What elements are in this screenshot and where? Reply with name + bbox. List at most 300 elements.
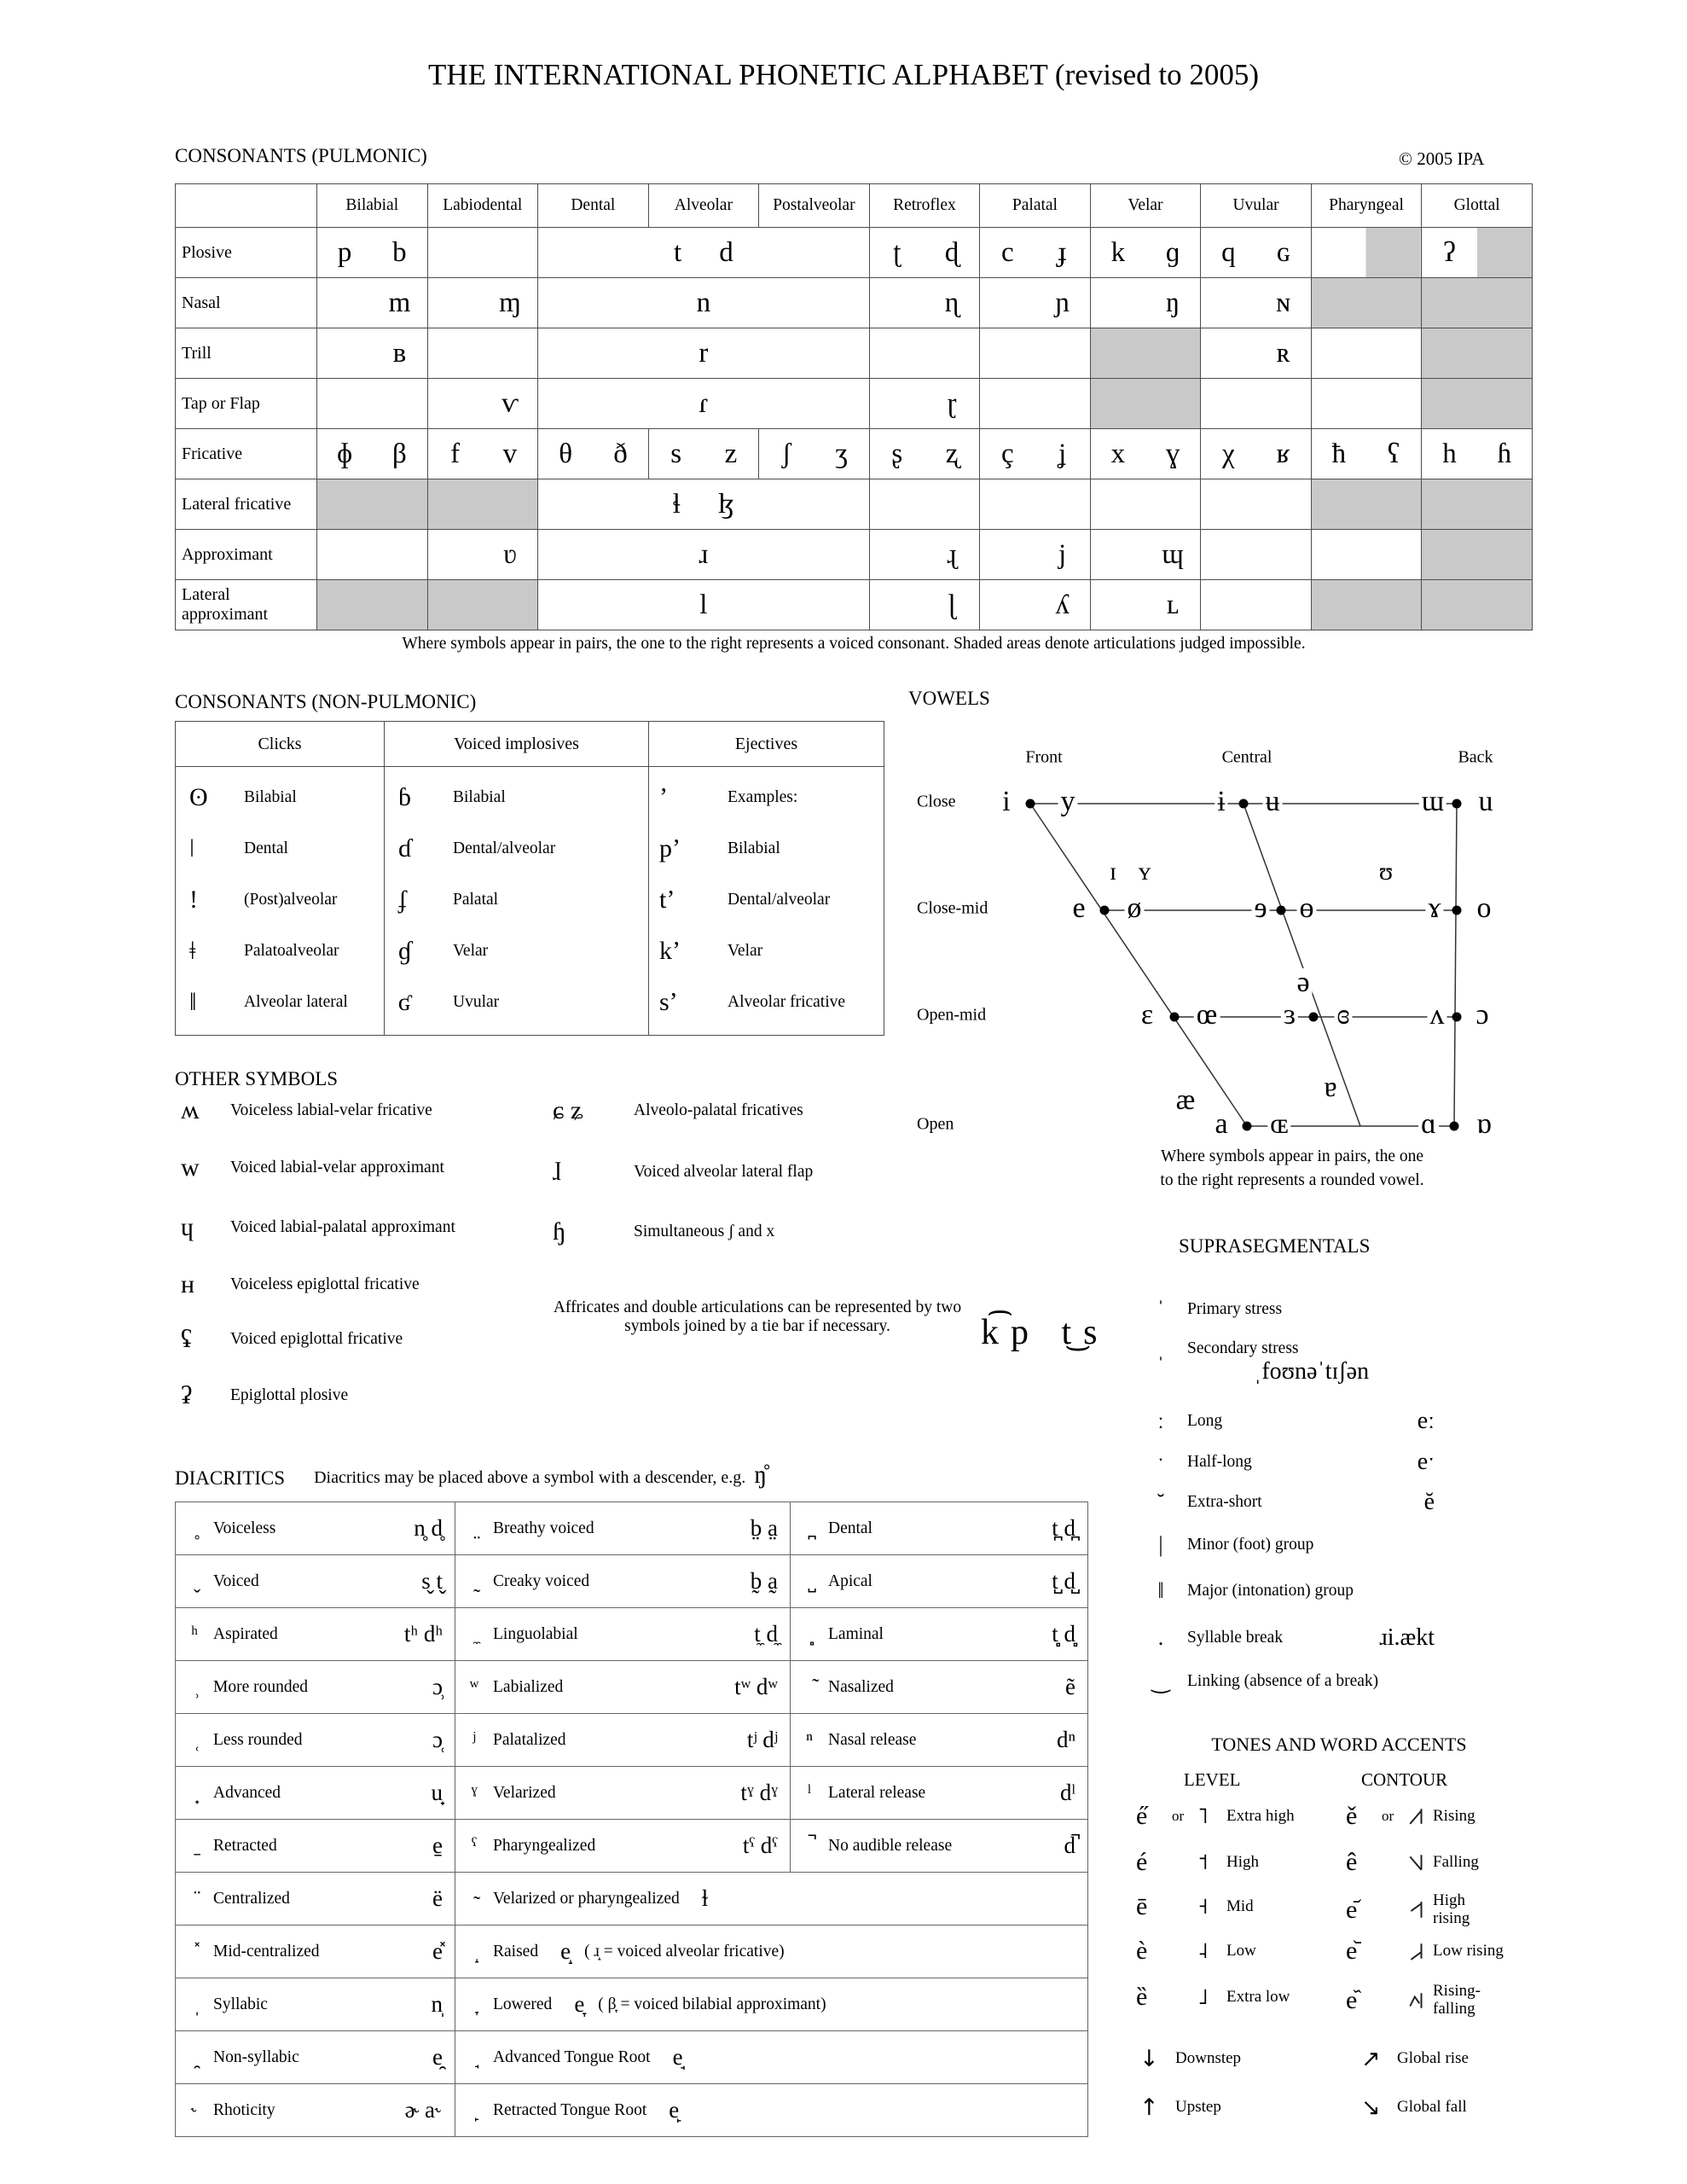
pulmonic-cell <box>1090 580 1201 630</box>
ipa-symbol: ɳ <box>944 287 959 318</box>
nonpulmonic-item <box>176 977 384 1028</box>
nonpulmonic-item <box>385 823 648 874</box>
place-header: Uvular <box>1201 184 1312 228</box>
ipa-symbol <box>1091 580 1145 630</box>
ipa-symbol: ɸ <box>337 438 353 469</box>
ipa-symbol <box>1422 328 1476 378</box>
ipa-symbol: ɬ <box>672 488 681 520</box>
vowel-symbol: y <box>1058 787 1078 816</box>
other-symbol-item <box>181 1096 432 1125</box>
pulmonic-cell <box>1311 580 1422 630</box>
example-text: e᷈ <box>1346 1985 1358 2014</box>
ipa-symbol: j <box>1058 538 1067 570</box>
pulmonic-cell <box>317 228 428 278</box>
item-label: Global rise <box>1397 2049 1469 2068</box>
item-label: More rounded <box>213 1677 309 1696</box>
ipa-symbol: ʡ <box>181 1381 193 1409</box>
tone-level-item <box>1136 1848 1298 1877</box>
diacritic-cell <box>455 2084 1088 2137</box>
ipa-symbol <box>1477 228 1532 277</box>
example-text: ê <box>1346 1848 1358 1876</box>
vowel-pair-dot <box>1239 799 1249 809</box>
ipa-symbol: ˈ <box>1157 1297 1165 1321</box>
ipa-symbol: ǀ <box>189 834 195 863</box>
vowel-symbol: ɔ <box>1473 1001 1491 1030</box>
pulmonic-cell <box>759 429 870 479</box>
ipa-symbol: ʎ <box>1055 589 1070 620</box>
nonpulmonic-heading: CONSONANTS (NON-PULMONIC) <box>175 691 477 712</box>
diacritic-cell <box>455 1502 791 1555</box>
ipa-symbol: ɭ <box>948 589 956 620</box>
ipa-symbol: k <box>1110 236 1126 268</box>
item-label: Low <box>1226 1941 1256 1960</box>
example-text: tˠ dˠ <box>740 1780 778 1805</box>
vowel-symbol: a <box>1212 1110 1230 1139</box>
item-label: Linguolabial <box>493 1624 578 1643</box>
item-label: Global fall <box>1397 2098 1467 2117</box>
tone-level-item <box>1136 1937 1298 1966</box>
diacritic-symbol: ̼ <box>471 1622 478 1646</box>
ipa-symbol <box>372 479 426 529</box>
ipa-symbol <box>428 379 483 428</box>
example-text: s̬ t̬ <box>421 1568 443 1594</box>
pulmonic-cell <box>317 379 428 429</box>
ipa-symbol: ɠ <box>398 937 411 965</box>
diacritic-symbol: ̽ <box>191 1939 198 1963</box>
place-header: Pharyngeal <box>1311 184 1422 228</box>
pulmonic-cell <box>538 580 870 630</box>
manner-label: Lateral fricative <box>176 479 317 530</box>
tone-bar-icon: ˧ <box>1197 1894 1209 1920</box>
ipa-symbol: c <box>1000 236 1014 268</box>
ipa-symbol: sʼ <box>659 988 678 1016</box>
nonpulmonic-item <box>176 874 384 926</box>
ipa-symbol: ʝ <box>1058 438 1067 469</box>
ipa-symbol <box>483 580 537 630</box>
vowels-heading: VOWELS <box>908 688 990 709</box>
ipa-symbol: ɲ <box>1055 287 1070 318</box>
manner-label: Trill <box>176 328 317 379</box>
ipa-symbol <box>317 479 372 529</box>
nonpulmonic-item <box>649 874 884 926</box>
item-label: Mid <box>1226 1896 1254 1915</box>
ipa-symbol <box>1477 278 1532 328</box>
manner-label: Approximant <box>176 530 317 580</box>
ipa-symbol <box>1422 379 1476 428</box>
example-text: e̋ <box>1136 1802 1148 1830</box>
ipa-symbol: χ <box>1222 438 1235 469</box>
vowel-symbol: u <box>1476 787 1496 816</box>
pulmonic-cell <box>980 228 1091 278</box>
item-label: Extra high <box>1226 1806 1295 1825</box>
example-text: ȅ <box>1136 1983 1148 2011</box>
pulmonic-cell <box>1422 530 1533 580</box>
diacritic-cell <box>791 1820 1088 1873</box>
stress-example: ˌfoʊnəˈtɪʃən <box>1254 1358 1370 1385</box>
ipa-symbol <box>1145 328 1200 378</box>
example-text: dˡ <box>1060 1780 1075 1805</box>
pulmonic-cell <box>1311 479 1422 530</box>
ipa-symbol: ɺ <box>553 1158 561 1186</box>
example-text: dⁿ <box>1056 1727 1075 1752</box>
ipa-symbol <box>1312 479 1366 529</box>
pulmonic-cell <box>869 479 980 530</box>
item-label: Bilabial <box>244 788 297 806</box>
place-header: Retroflex <box>869 184 980 228</box>
ipa-symbol: ɗ <box>398 834 411 863</box>
pulmonic-cell <box>1201 580 1312 630</box>
diacritic-symbol: ˞ <box>190 2098 199 2122</box>
ipa-symbol: ʀ <box>1276 337 1290 369</box>
other-symbol-item <box>553 1158 813 1187</box>
pulmonic-cell <box>427 278 538 328</box>
pulmonic-cell <box>1422 328 1533 379</box>
nonpulmonic-item <box>649 772 884 823</box>
ipa-symbol: β <box>392 438 407 469</box>
ipa-symbol: d <box>719 236 733 268</box>
ipa-symbol <box>870 278 925 328</box>
item-label: Rhoticity <box>213 2100 275 2119</box>
pulmonic-cell <box>869 228 980 278</box>
pulmonic-corner-cell <box>176 184 317 228</box>
pulmonic-cell <box>869 429 980 479</box>
ipa-symbol: ʋ <box>503 538 517 570</box>
diacritic-symbol: ̜ <box>191 1728 198 1751</box>
ipa-symbol <box>1366 479 1421 529</box>
pulmonic-cell <box>1422 278 1533 328</box>
pulmonic-cell <box>1090 530 1201 580</box>
example-text: tˤ dˤ <box>742 1833 778 1858</box>
nonpulmonic-consonants-table <box>175 721 884 1036</box>
diacritic-cell <box>176 1873 455 1926</box>
pulmonic-cell <box>427 429 538 479</box>
example-text: b̰ a̰ <box>750 1568 778 1594</box>
example-text: è <box>1136 1937 1148 1965</box>
nonpulmonic-column <box>649 722 884 1035</box>
ipa-symbol <box>317 278 372 328</box>
example-text: tʲ dʲ <box>746 1727 778 1752</box>
diacritic-symbol: ʲ <box>472 1728 476 1751</box>
ipa-symbol: r <box>699 337 709 369</box>
item-label: Rising-falling <box>1433 1982 1481 2018</box>
ipa-symbol: ǃ <box>189 886 198 914</box>
ipa-symbol: ɻ <box>947 538 957 570</box>
example-text: u̟ <box>431 1780 443 1805</box>
diacritic-cell <box>791 1714 1088 1767</box>
tone-step-item <box>1139 2046 1241 2072</box>
contour-rising-icon <box>1407 1805 1426 1827</box>
diacritic-symbol: ̪ <box>806 1516 813 1540</box>
item-label: Minor (foot) group <box>1187 1536 1314 1554</box>
pulmonic-cell <box>538 328 870 379</box>
pulmonic-cell <box>869 379 980 429</box>
ipa-symbol: ʁ <box>1276 438 1290 469</box>
ipa-symbol: kʼ <box>659 937 681 965</box>
pulmonic-cell <box>538 278 870 328</box>
pulmonic-cell <box>980 278 1091 328</box>
tone-bar-icon: ˦ <box>1197 1850 1209 1875</box>
pulmonic-cell <box>869 580 980 630</box>
example-text: é <box>1136 1848 1148 1876</box>
pulmonic-row <box>176 429 1533 479</box>
pulmonic-cell <box>427 479 538 530</box>
pulmonic-cell <box>1201 479 1312 530</box>
other-symbols-heading: OTHER SYMBOLS <box>175 1068 339 1089</box>
diacritic-symbol: ̯ <box>191 2045 198 2069</box>
vowel-symbol: i <box>1000 787 1012 816</box>
ipa-symbol: ʘ <box>189 783 208 811</box>
pulmonic-cell <box>1201 429 1312 479</box>
manner-label: Fricative <box>176 429 317 479</box>
item-label: Advanced Tongue Root <box>493 2048 651 2066</box>
ipa-symbol <box>1091 379 1145 428</box>
ipa-symbol: pʼ <box>659 834 681 863</box>
vowel-symbol: ʌ <box>1428 1001 1447 1030</box>
pulmonic-row <box>176 228 1533 278</box>
ipa-symbol <box>317 328 372 378</box>
ipa-symbol: z <box>724 438 738 469</box>
diacritic-cell <box>455 1608 791 1661</box>
pulmonic-cell <box>980 429 1091 479</box>
example-text: t̺ d̺ <box>1052 1568 1075 1594</box>
diacritics-headline <box>175 1461 767 1490</box>
pulmonic-row <box>176 278 1533 328</box>
item-label: Voiceless <box>213 1519 276 1537</box>
item-label: Extra-short <box>1187 1493 1262 1511</box>
other-symbol-item <box>181 1153 444 1182</box>
pulmonic-cell <box>1090 228 1201 278</box>
example-text: ë <box>432 1885 443 1911</box>
pulmonic-row <box>176 479 1533 530</box>
pulmonic-cell <box>1422 429 1533 479</box>
vowel-symbol: ɪ <box>1107 859 1119 885</box>
ipa-symbol: ɮ <box>717 488 734 520</box>
vowel-symbol: ʊ <box>1377 859 1395 885</box>
diacritic-cell <box>176 1555 455 1608</box>
ipa-symbol: ʈ <box>893 236 901 268</box>
ipa-symbol <box>870 530 925 579</box>
ipa-symbol <box>1477 530 1532 579</box>
pulmonic-cell <box>317 429 428 479</box>
nonpulmonic-item <box>649 977 884 1028</box>
tone-bar-icon: ˩ <box>1197 1984 1209 2010</box>
ipa-symbol: s <box>670 438 682 469</box>
ipa-symbol <box>1312 580 1366 630</box>
ipa-symbol: b <box>392 236 407 268</box>
upstep-arrow-icon: ↑ <box>1139 2094 1159 2121</box>
tone-level-item <box>1136 1892 1298 1921</box>
pulmonic-consonants-table <box>175 183 1533 630</box>
ipa-symbol <box>980 580 1035 630</box>
vowel-pair-dot <box>1309 1013 1319 1022</box>
pulmonic-cell <box>317 278 428 328</box>
diacritic-cell <box>791 1767 1088 1820</box>
pulmonic-row <box>176 379 1533 429</box>
item-label: High rising <box>1433 1891 1470 1927</box>
vowel-symbol: ə <box>1294 968 1312 997</box>
diacritic-symbol: ˤ <box>471 1833 478 1857</box>
place-header: Dental <box>538 184 649 228</box>
example-text: e̽ <box>432 1938 443 1964</box>
ipa-symbol <box>1366 580 1421 630</box>
diacritic-symbol: ̠ <box>191 1833 198 1857</box>
item-label: Extra low <box>1226 1987 1290 2006</box>
diacritic-cell <box>176 1714 455 1767</box>
ipa-symbol <box>1477 479 1532 529</box>
ipa-symbol: ː <box>1157 1409 1164 1433</box>
example-text: ẽ <box>1065 1674 1075 1699</box>
diacritic-note: ( β̞ = voiced bilabial approximant) <box>598 1995 826 2013</box>
pulmonic-cell <box>427 580 538 630</box>
item-label: Syllabic <box>213 1995 268 2013</box>
ipa-symbol <box>1366 278 1421 328</box>
pulmonic-cell <box>1201 278 1312 328</box>
pulmonic-cell <box>1311 530 1422 580</box>
tone-contour-item <box>1346 1848 1504 1877</box>
nonpulmonic-column <box>385 722 649 1035</box>
item-label: Breathy voiced <box>493 1519 594 1537</box>
diacritic-note: ( ɹ̝ = voiced alveolar fricative) <box>584 1942 785 1960</box>
diacritic-symbol: ̻ <box>806 1622 813 1646</box>
ipa-symbol: f <box>450 438 461 469</box>
item-label: Pharyngealized <box>493 1836 596 1855</box>
diacritic-cell <box>455 1661 791 1714</box>
ipa-symbol <box>1422 580 1476 630</box>
suprasegmental-item <box>1134 1532 1435 1558</box>
pulmonic-cell <box>538 228 870 278</box>
place-header: Alveolar <box>648 184 759 228</box>
ipa-symbol: ɴ <box>1276 287 1290 318</box>
pulmonic-cell <box>1311 429 1422 479</box>
nonpulmonic-item <box>649 926 884 977</box>
item-label: Velar <box>728 942 763 960</box>
ipa-symbol: ǁ <box>189 988 197 1016</box>
ipa-symbol <box>1091 278 1145 328</box>
vowel-pair-dot <box>1452 799 1462 809</box>
vowel-symbol: ɶ <box>1267 1110 1290 1139</box>
ipa-symbol <box>483 479 537 529</box>
vowel-symbol: ɨ <box>1215 787 1227 816</box>
item-label: Long <box>1187 1412 1223 1430</box>
ipa-symbol: p <box>337 236 352 268</box>
vowel-quadrilateral <box>904 725 1578 1203</box>
diacritic-cell <box>791 1661 1088 1714</box>
pulmonic-row <box>176 530 1533 580</box>
nonpulmonic-column <box>176 722 385 1035</box>
item-label: Low rising <box>1433 1941 1504 1960</box>
ipa-symbol: ɕ ʑ <box>553 1096 583 1124</box>
other-symbol-item <box>181 1325 403 1354</box>
page-title: THE INTERNATIONAL PHONETIC ALPHABET (revised to 2005) <box>427 58 1260 91</box>
vowel-symbol: æ <box>1174 1086 1198 1115</box>
tone-step-item <box>1139 2094 1221 2121</box>
pulmonic-cell <box>1422 228 1533 278</box>
item-label: Alveolo-palatal fricatives <box>634 1101 803 1119</box>
ipa-symbol <box>1201 328 1255 378</box>
item-label: Epiglottal plosive <box>230 1386 349 1404</box>
example-text: eˑ <box>1417 1449 1435 1475</box>
pulmonic-cell <box>1201 379 1312 429</box>
ipa-symbol: ɧ <box>553 1217 565 1246</box>
item-label: Alveolar fricative <box>728 993 846 1011</box>
pulmonic-cell <box>1090 479 1201 530</box>
vowel-note-line2: to the right represents a rounded vowel. <box>1160 1171 1424 1189</box>
pulmonic-cell <box>980 580 1091 630</box>
example-text: ɔ̜ <box>432 1727 443 1752</box>
item-label: Voiced labial-velar approximant <box>230 1159 444 1176</box>
diacritic-symbol: ̝ <box>471 1939 478 1963</box>
ipa-symbol: ˌ <box>1157 1336 1165 1361</box>
pulmonic-cell <box>1311 328 1422 379</box>
vowel-pair-dot <box>1100 906 1110 915</box>
item-label: Voiced <box>213 1571 259 1590</box>
place-header: Labiodental <box>427 184 538 228</box>
diacritic-symbol: ʷ <box>469 1675 479 1699</box>
vowel-pair-dot <box>1243 1122 1252 1131</box>
example-text: e̝ <box>560 1938 571 1964</box>
other-symbol-item <box>181 1213 455 1242</box>
diacritic-symbol: ˠ <box>471 1780 478 1804</box>
manner-label: Plosive <box>176 228 317 278</box>
ipa-symbol <box>1312 278 1366 328</box>
ipa-symbol: ‿ <box>1151 1669 1170 1693</box>
ipa-symbol: ʔ <box>1443 236 1456 268</box>
ipa-symbol <box>428 479 483 529</box>
nonpulmonic-item <box>385 926 648 977</box>
ipa-symbol: . <box>1157 1625 1164 1650</box>
item-label: Labialized <box>493 1677 564 1696</box>
affricate-examples: k͡p t͜s <box>981 1313 1110 1352</box>
vowel-symbol: ɜ <box>1281 1001 1298 1030</box>
pulmonic-cell <box>317 328 428 379</box>
pulmonic-cell <box>980 328 1091 379</box>
example-text: tʰ dʰ <box>403 1621 443 1647</box>
vowel-symbol: ɵ <box>1297 894 1317 923</box>
item-label: Bilabial <box>453 788 506 806</box>
ipa-symbol: ʂ <box>891 438 903 469</box>
nonpulmonic-item <box>385 874 648 926</box>
tone-level-item <box>1136 1983 1298 2012</box>
example-text: ɚ a˞ <box>404 2097 443 2123</box>
ipa-symbol: ç <box>1000 438 1014 469</box>
ipa-symbol: m <box>388 287 411 318</box>
diacritic-cell <box>176 1978 455 2031</box>
ipa-symbol: ɟ <box>1058 236 1068 268</box>
pulmonic-cell <box>538 479 870 530</box>
item-label: Dental/alveolar <box>453 839 556 857</box>
vowel-height-label: Close-mid <box>917 898 988 918</box>
suprasegmental-item <box>1134 1449 1435 1476</box>
ipa-symbol <box>1477 328 1532 378</box>
ipa-symbol: tʼ <box>659 886 675 914</box>
item-label: (Post)alveolar <box>244 891 338 909</box>
ipa-symbol: θ <box>559 438 573 469</box>
vowel-height-label: Close <box>917 792 956 811</box>
pulmonic-cell <box>1201 328 1312 379</box>
ipa-symbol <box>428 580 483 630</box>
vowel-symbol: ɑ <box>1418 1110 1439 1139</box>
ipa-symbol: ‖ <box>1157 1578 1164 1603</box>
diacritics-table <box>175 1502 1088 2137</box>
diacritic-cell <box>455 1714 791 1767</box>
ipa-symbol: ɓ <box>398 783 411 811</box>
pulmonic-row <box>176 328 1533 379</box>
item-label: Nasalized <box>828 1677 894 1696</box>
ipa-symbol: ǂ <box>189 937 196 965</box>
diacritic-symbol: ˡ <box>807 1780 812 1804</box>
example-text: t̻ d̻ <box>1052 1621 1075 1647</box>
ipa-symbol: ʕ <box>1387 438 1400 469</box>
